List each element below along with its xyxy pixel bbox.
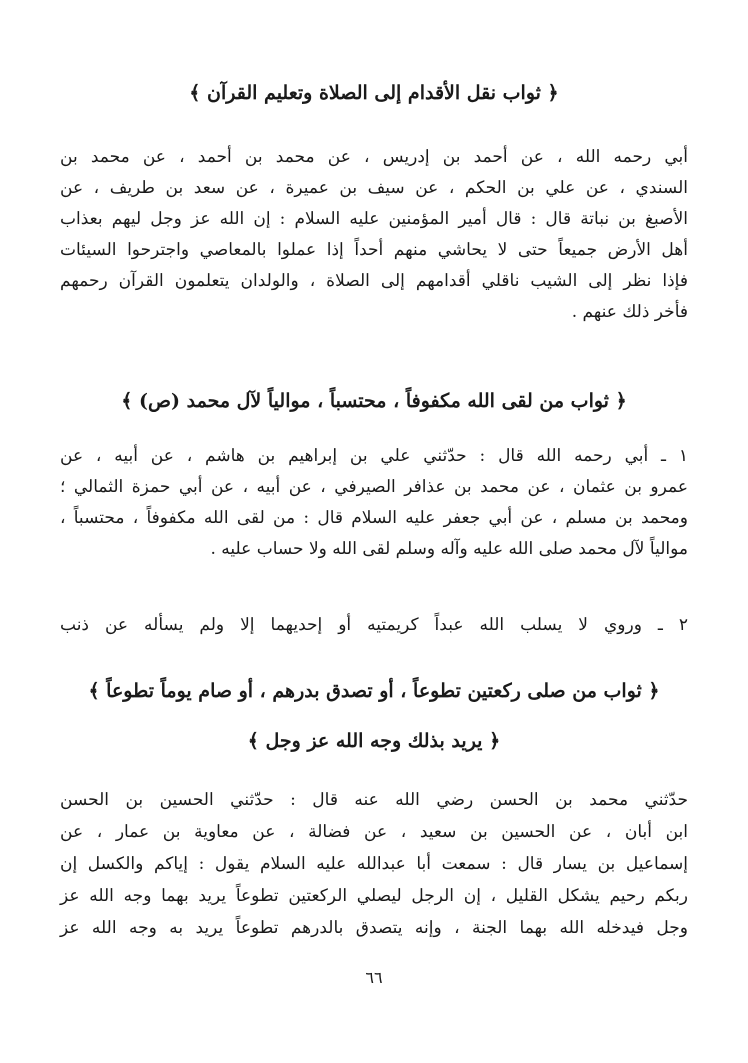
text-line: أبي رحمه الله ، عن أحمد بن إدريس ، عن محمد بن أحمد ، عن محمد بن <box>60 147 688 167</box>
text-line: الأصبغ بن نباتة قال : قال أمير المؤمنين عليه السلام : إن الله عز وجل ليهم بعذاب <box>60 209 688 229</box>
book-page <box>60 0 688 1063</box>
text-line: حدّثني محمد بن الحسن رضي الله عنه قال : حدّثني الحسين بن الحسن <box>60 790 688 810</box>
text-line: السندي ، عن علي بن الحكم ، عن سيف بن عميرة ، عن سعد بن طريف ، عن <box>60 178 688 198</box>
text-line: إسماعيل بن يسار قال : سمعت أبا عبدالله عليه السلام يقول : إياكم والكسل إن <box>60 854 688 874</box>
section-heading-voluntary: ﴿ ثواب من صلى ركعتين تطوعاً ، أو تصدق بدرهم ، أو صام يوماً تطوعاً ﴾ <box>88 680 660 702</box>
text-line: ومحمد بن مسلم ، عن أبي جعفر عليه السلام قال : من لقى الله مكفوفاً ، محتسباً ، <box>60 508 688 528</box>
section-heading-blind: ﴿ ثواب من لقى الله مكفوفاً ، محتسباً ، موالياً لآل محمد (ص) ﴾ <box>121 390 627 412</box>
text-line: ابن أبان ، عن الحسين بن سعيد ، عن فضالة ، عن معاوية بن عمار ، عن <box>60 822 688 842</box>
text-line: فإذا نظر إلى الشيب ناقلي أقدامهم إلى الصلاة ، والولدان يتعلمون القرآن رحمهم <box>60 271 688 291</box>
text-line: موالياً لآل محمد صلى الله عليه وآله وسلم لقى الله ولا حساب عليه . <box>210 539 688 559</box>
page-number: ٦٦ <box>365 968 383 987</box>
text-line: عمرو بن عثمان ، عن محمد بن عذافر الصيرفي ، عن أبيه ، عن أبي حمزة الثمالي ؛ <box>60 477 688 497</box>
text-line: أهل الأرض جميعاً حتى لا يحاشي منهم أحداً إذا عملوا بالمعاصي واجترحوا السيئات <box>60 240 688 260</box>
text-line: فأخر ذلك عنهم . <box>571 302 688 322</box>
text-line: ١ ـ أبي رحمه الله قال : حدّثني علي بن إبراهيم بن هاشم ، عن أبيه ، عن <box>60 446 688 466</box>
text-line: ٢ ـ وروي لا يسلب الله عبداً كريمتيه أو إحديهما إلا ولم يسأله عن ذنب <box>60 615 688 635</box>
text-line: وجل فيدخله الله بهما الجنة ، وإنه يتصدق بالدرهم تطوعاً يريد به وجه الله عز <box>60 918 688 938</box>
section-heading-voluntary-continued: ﴿ يريد بذلك وجه الله عز وجل ﴾ <box>247 730 501 752</box>
section-heading-prayer-quran: ﴿ ثواب نقل الأقدام إلى الصلاة وتعليم القرآن ﴾ <box>189 82 559 104</box>
text-line: ربكم رحيم يشكل القليل ، إن الرجل ليصلي الركعتين تطوعاً يريد بهما وجه الله عز <box>60 886 688 906</box>
